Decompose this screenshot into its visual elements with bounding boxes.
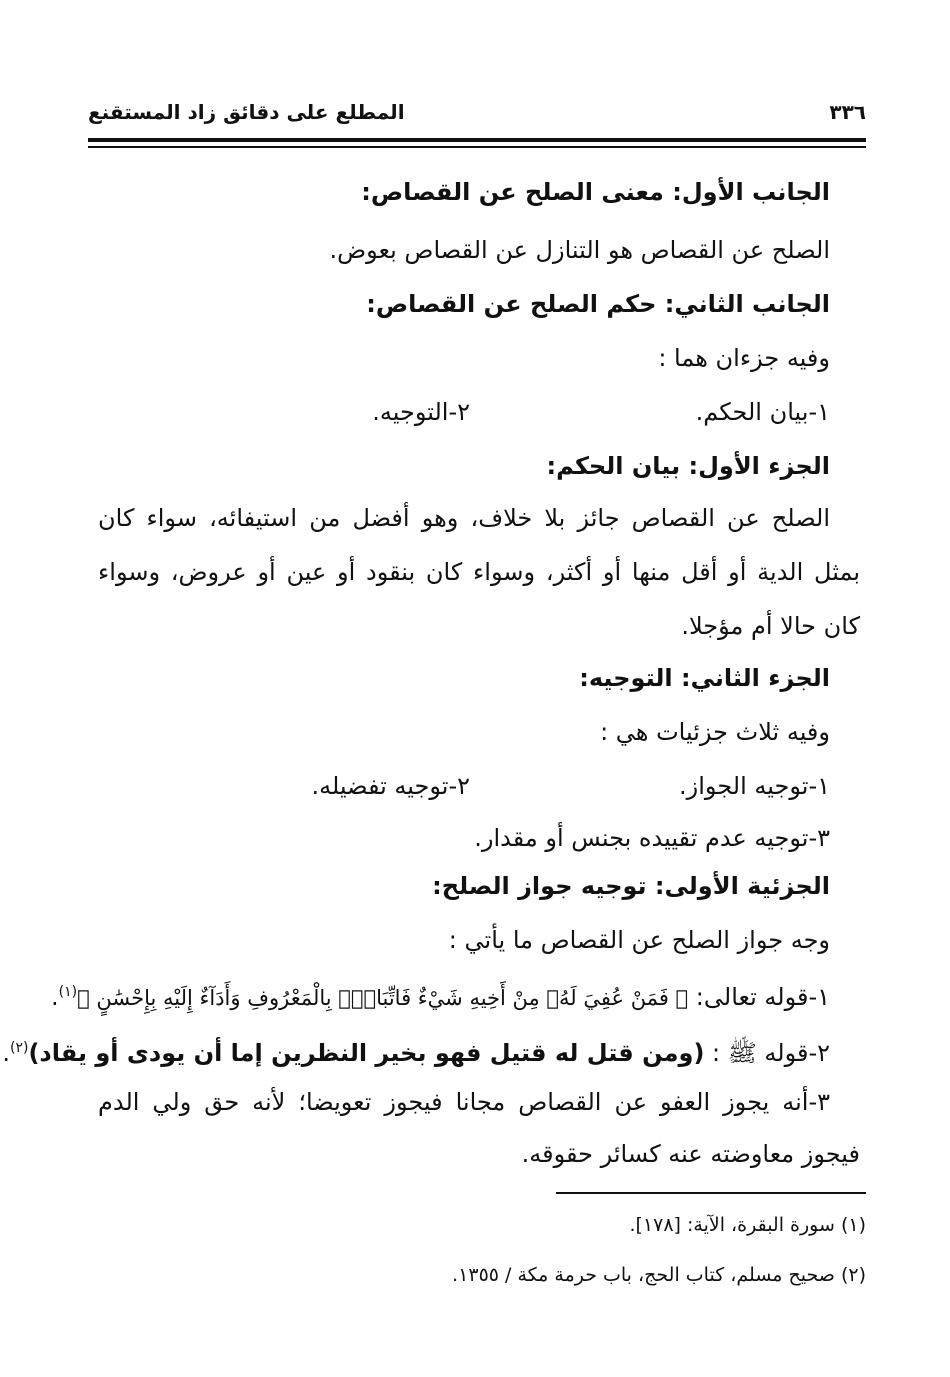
list-item: ٢-التوجيه. bbox=[372, 398, 470, 426]
footnote-2: (٢) صحيح مسلم، كتاب الحج، باب حرمة مكة / ١٣٥٥. bbox=[452, 1264, 866, 1286]
list-item: ١-بيان الحكم. bbox=[695, 398, 830, 426]
evidence-quran: ١-قوله تعالى: ﴿ فَمَنْ عُفِيَ لَهُۥ مِنْ أَخِيهِ شَيْءٌ فَاتِّبَاعٌۢ بِالْمَعْرُوفِ وَأَدَآءٌ إِلَيْهِ بِإِحْسَٰنٍ ﴾$^{(١)}$. bbox=[50, 983, 830, 1011]
heading-part-1: الجزء الأول: بيان الحكم: bbox=[546, 452, 830, 480]
header-rule-thin bbox=[88, 146, 866, 148]
paragraph-ruling-line: بمثل الدية أو أقل منها أو أكثر، وسواء كان بنقود أو عين أو عروض، وسواء bbox=[98, 558, 860, 586]
heading-subpart-1: الجزئية الأولى: توجيه جواز الصلح: bbox=[432, 872, 830, 900]
hadith-quote: (ومن قتل له قتيل فهو بخير النظرين إما أن يودى أو يقاد) bbox=[28, 1039, 705, 1067]
evidence-reasoning-line: ٣-أنه يجوز العفو عن القصاص مجانا فيجوز تعويضا؛ لأنه حق ولي الدم bbox=[98, 1088, 830, 1116]
page-number: ٣٣٦ bbox=[829, 100, 866, 124]
footnote-ref: (٢) bbox=[9, 1040, 29, 1056]
evidence-reasoning-line: فيجوز معاوضته عنه كسائر حقوقه. bbox=[521, 1140, 860, 1168]
paragraph-evidence-intro: وجه جواز الصلح عن القصاص ما يأتي : bbox=[448, 926, 830, 954]
paragraph-ruling-line: كان حالا أم مؤجلا. bbox=[681, 612, 860, 640]
evidence-hadith: ٢-قوله ﷺ : (ومن قتل له قتيل فهو بخير النظرين إما أن يودى أو يقاد)$^{(٢)}$. bbox=[2, 1039, 830, 1067]
list-item: ٢-توجيه تفضيله. bbox=[311, 772, 470, 800]
evidence-label: ١-قوله تعالى: bbox=[688, 983, 830, 1011]
footnote-1: (١) سورة البقرة، الآية: [١٧٨]. bbox=[629, 1214, 866, 1236]
heading-aspect-1: الجانب الأول: معنى الصلح عن القصاص: bbox=[361, 178, 830, 206]
book-title: المطلع على دقائق زاد المستقنع bbox=[88, 100, 405, 124]
paragraph-three-subparts: وفيه ثلاث جزئيات هي : bbox=[600, 718, 830, 746]
list-item: ١-توجيه الجواز. bbox=[679, 772, 830, 800]
evidence-label: ٢-قوله ﷺ : bbox=[704, 1039, 830, 1067]
heading-part-2: الجزء الثاني: التوجيه: bbox=[579, 664, 830, 692]
list-item: ٣-توجيه عدم تقييده بجنس أو مقدار. bbox=[474, 824, 830, 852]
running-header bbox=[88, 100, 866, 140]
paragraph-ruling-line: الصلح عن القصاص جائز بلا خلاف، وهو أفضل من استيفائه، سواء كان bbox=[98, 504, 830, 532]
heading-aspect-2: الجانب الثاني: حكم الصلح عن القصاص: bbox=[366, 290, 830, 318]
footnote-separator bbox=[556, 1192, 866, 1194]
footnote-ref: (١) bbox=[58, 984, 78, 1000]
quran-verse: ﴿ فَمَنْ عُفِيَ لَهُۥ مِنْ أَخِيهِ شَيْءٌ فَاتِّبَاعٌۢ بِالْمَعْرُوفِ وَأَدَآءٌ إِلَيْهِ بِإِحْسَٰنٍ ﴾ bbox=[77, 986, 689, 1010]
header-rule-thick bbox=[88, 138, 866, 142]
paragraph-two-parts: وفيه جزءان هما : bbox=[658, 344, 830, 372]
paragraph-definition: الصلح عن القصاص هو التنازل عن القصاص بعوض. bbox=[329, 236, 830, 264]
